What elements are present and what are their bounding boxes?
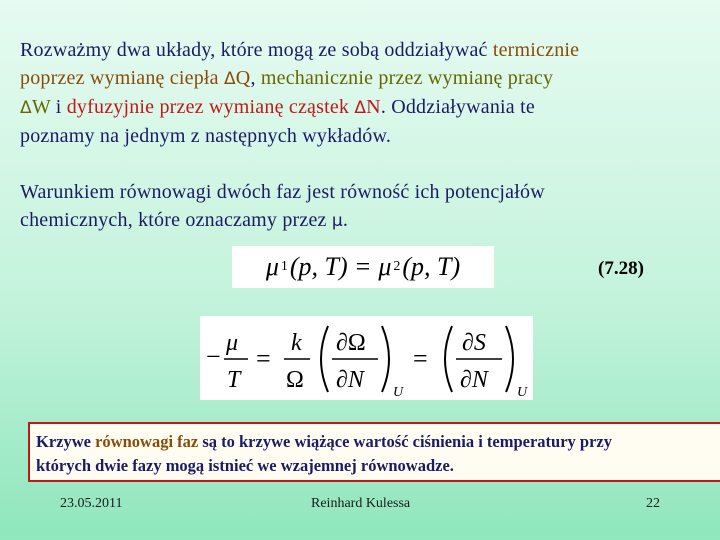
equation-derivatives-graphic bbox=[200, 316, 533, 400]
mu-symbol: μ bbox=[331, 211, 343, 231]
footer-date: 23.05.2011 bbox=[60, 496, 123, 511]
delta-symbol: Δ bbox=[223, 69, 236, 89]
subscript: 1 bbox=[280, 259, 288, 274]
intro-line-3 bbox=[20, 93, 720, 122]
subscript-u: U bbox=[393, 385, 404, 400]
partial-omega: ∂Ω bbox=[336, 330, 366, 356]
mu-symbol: μ bbox=[265, 252, 279, 281]
definition-text-part: Krzywe bbox=[36, 432, 96, 451]
equals-sign: = bbox=[355, 252, 371, 281]
left-paren bbox=[445, 326, 452, 392]
minus-sign: − bbox=[206, 342, 221, 371]
partial-s: ∂S bbox=[462, 330, 486, 356]
particle-symbol: N bbox=[366, 96, 381, 118]
delta-symbol: Δ bbox=[20, 98, 32, 118]
definition-text-part: są to krzywe wiążące wartość ciśnienia i temperatury przy bbox=[198, 432, 612, 451]
definition-line-1 bbox=[36, 430, 612, 454]
intro-text: i bbox=[50, 96, 67, 118]
arguments: (p, T) bbox=[289, 252, 348, 281]
intro-line-4: poznamy na jednym z następnych wykładów. bbox=[20, 125, 392, 147]
period: . bbox=[342, 209, 349, 231]
term-thermal: termicznie bbox=[492, 39, 580, 61]
equation-derivatives bbox=[200, 316, 533, 400]
definition-box bbox=[28, 422, 720, 482]
delta-symbol: Δ bbox=[354, 98, 367, 118]
equilibrium-line-2 bbox=[20, 206, 720, 235]
equation-chemical-potential bbox=[232, 246, 494, 288]
intro-line-1 bbox=[20, 36, 720, 64]
equilibrium-text: chemicznych, które oznaczamy przez bbox=[20, 209, 332, 231]
footer-author: Reinhard Kulessa bbox=[311, 496, 411, 511]
boltzmann-symbol: k bbox=[291, 330, 302, 356]
term-diffusive: dyfuzyjnie przez wymianę cząstek bbox=[66, 96, 355, 118]
definition-line-2: których dwie fazy mogą istnieć we wzajemnej równowadze. bbox=[36, 456, 454, 475]
intro-text: poprzez wymianę ciepła bbox=[20, 67, 224, 89]
definition-text bbox=[36, 430, 612, 478]
right-paren bbox=[506, 326, 513, 392]
intro-text: Rozważmy dwa układy, które mogą ze sobą oddziaływać bbox=[20, 39, 493, 61]
partial-n: ∂N bbox=[336, 367, 364, 393]
term-mechanical: mechanicznie przez wymianę pracy bbox=[260, 67, 554, 89]
footer-page-number: 22 bbox=[646, 496, 660, 511]
equals-sign: = bbox=[256, 344, 271, 373]
left-paren bbox=[321, 326, 328, 392]
equals-sign: = bbox=[413, 344, 428, 373]
intro-line-2 bbox=[20, 64, 720, 93]
equilibrium-paragraph bbox=[20, 178, 720, 235]
comma: , bbox=[250, 67, 261, 89]
arguments: (p, T) bbox=[402, 252, 461, 281]
equilibrium-line-1: Warunkiem równowagi dwóch faz jest równość ich potencjałów bbox=[20, 181, 545, 203]
mu-symbol: μ bbox=[226, 330, 239, 356]
work-symbol: W bbox=[31, 96, 51, 118]
partial-n: ∂N bbox=[460, 367, 488, 393]
mu-symbol: μ bbox=[378, 252, 392, 281]
intro-text: . Oddziaływania te bbox=[380, 96, 535, 118]
subscript-u: U bbox=[517, 385, 528, 400]
subscript: 2 bbox=[393, 259, 401, 274]
term-phase-equilibrium: równowagi faz bbox=[95, 432, 199, 451]
temperature-symbol: T bbox=[227, 367, 241, 393]
heat-symbol: Q bbox=[235, 67, 251, 89]
right-paren bbox=[382, 326, 389, 392]
omega-symbol: Ω bbox=[286, 367, 304, 393]
equation-number: (7.28) bbox=[598, 258, 644, 279]
intro-paragraph bbox=[20, 36, 720, 150]
